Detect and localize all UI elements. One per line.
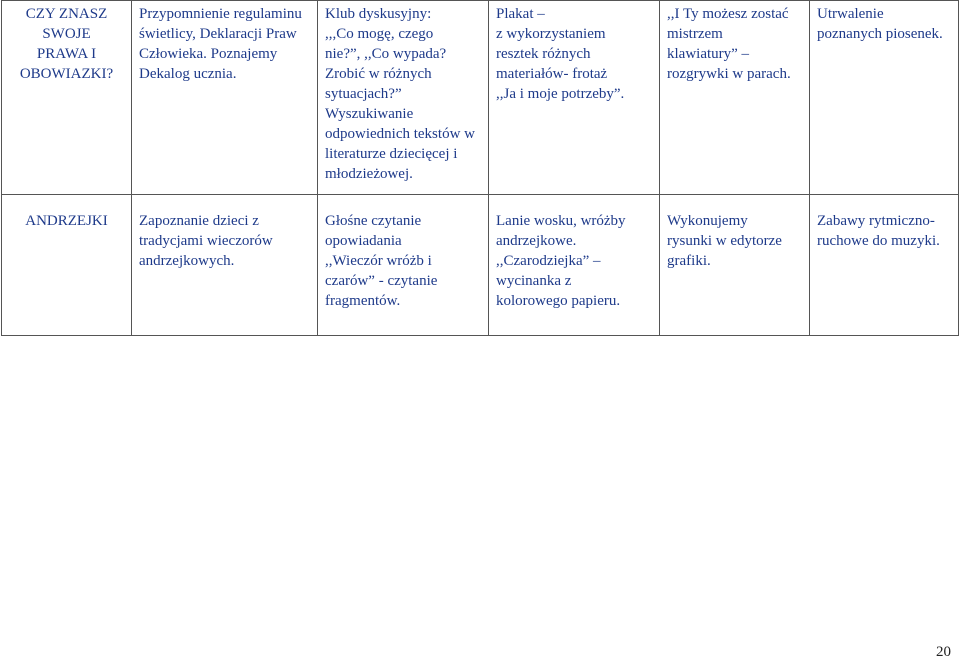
cell-text-line: wycinanka z: [496, 273, 572, 289]
cell-text-line: fragmentów.: [325, 293, 401, 309]
cell-text-line: odpowiednich tekstów w: [325, 126, 475, 142]
cell-text-line: świetlicy, Deklaracji Praw: [139, 26, 297, 42]
cell-text-line: SWOJE: [42, 26, 91, 42]
cell-text-line: Głośne czytanie: [325, 213, 422, 229]
cell-text-line: ,,Wieczór wróżb i: [325, 253, 432, 269]
activity-cell: [132, 1, 318, 195]
cell-text-line: klawiatury” –: [667, 46, 750, 62]
cell-text-line: ,,Ja i moje potrzeby”.: [496, 86, 625, 102]
table-row-rights: [2, 1, 959, 195]
cell-text-line: Klub dyskusyjny:: [325, 6, 432, 22]
activity-cell: [132, 195, 318, 336]
cell-text-line: ,,,Co mogę, czego: [325, 26, 434, 42]
cell-text-line: z wykorzystaniem: [496, 26, 606, 42]
activity-cell: [810, 1, 959, 195]
activity-plan-table: [1, 0, 959, 336]
cell-text-line: andrzejkowe.: [496, 233, 577, 249]
cell-text-line: resztek różnych: [496, 46, 591, 62]
page-number: 20: [936, 644, 951, 660]
cell-text-line: PRAWA I: [36, 46, 97, 62]
cell-text-line: materiałów- frotaż: [496, 66, 608, 82]
cell-text-line: Utrwalenie: [817, 6, 884, 22]
cell-text-line: poznanych piosenek.: [817, 26, 943, 42]
cell-text-line: Dekalog ucznia.: [139, 66, 237, 82]
cell-text-line: sytuacjach?”: [325, 86, 402, 102]
cell-text-line: literaturze dziecięcej i: [325, 146, 458, 162]
cell-text-line: opowiadania: [325, 233, 402, 249]
cell-text-line: grafiki.: [667, 253, 711, 269]
activity-cell: [660, 1, 810, 195]
cell-text-line: OBOWIAZKI?: [19, 66, 114, 82]
topic-cell: [2, 1, 132, 195]
cell-text-line: Lanie wosku, wróżby: [496, 213, 626, 229]
activity-cell: [318, 195, 489, 336]
cell-text-line: Zabawy rytmiczno-: [817, 213, 935, 229]
cell-text-line: Zrobić w różnych: [325, 66, 432, 82]
activity-cell: [660, 195, 810, 336]
topic-cell: [2, 195, 132, 336]
cell-text-line: ruchowe do muzyki.: [817, 233, 940, 249]
cell-text-line: tradycjami wieczorów: [139, 233, 273, 249]
cell-text-line: Wyszukiwanie: [325, 106, 414, 122]
activity-cell: [489, 1, 660, 195]
cell-text-line: młodzieżowej.: [325, 166, 413, 182]
cell-text-line: mistrzem: [667, 26, 723, 42]
table-row-andrzejki: [2, 195, 959, 336]
cell-text-line: Wykonujemy: [667, 213, 748, 229]
cell-text-line: nie?”, ,,Co wypada?: [325, 46, 447, 62]
activity-cell: [318, 1, 489, 195]
cell-text-line: CZY ZNASZ: [25, 6, 108, 22]
activity-cell: [810, 195, 959, 336]
cell-text-line: Plakat –: [496, 6, 545, 22]
cell-text-line: andrzejkowych.: [139, 253, 235, 269]
activity-cell: [489, 195, 660, 336]
cell-text-line: ,,Czarodziejka” –: [496, 253, 601, 269]
cell-text-line: rozgrywki w parach.: [667, 66, 791, 82]
cell-text-line: rysunki w edytorze: [667, 233, 782, 249]
cell-text-line: czarów” - czytanie: [325, 273, 438, 289]
cell-text-line: ANDRZEJKI: [25, 213, 108, 229]
cell-text-line: Zapoznanie dzieci z: [139, 213, 259, 229]
cell-text-line: ,,I Ty możesz zostać: [667, 6, 789, 22]
cell-text-line: Przypomnienie regulaminu: [139, 6, 302, 22]
cell-text-line: Człowieka. Poznajemy: [139, 46, 278, 62]
cell-text-line: kolorowego papieru.: [496, 293, 621, 309]
